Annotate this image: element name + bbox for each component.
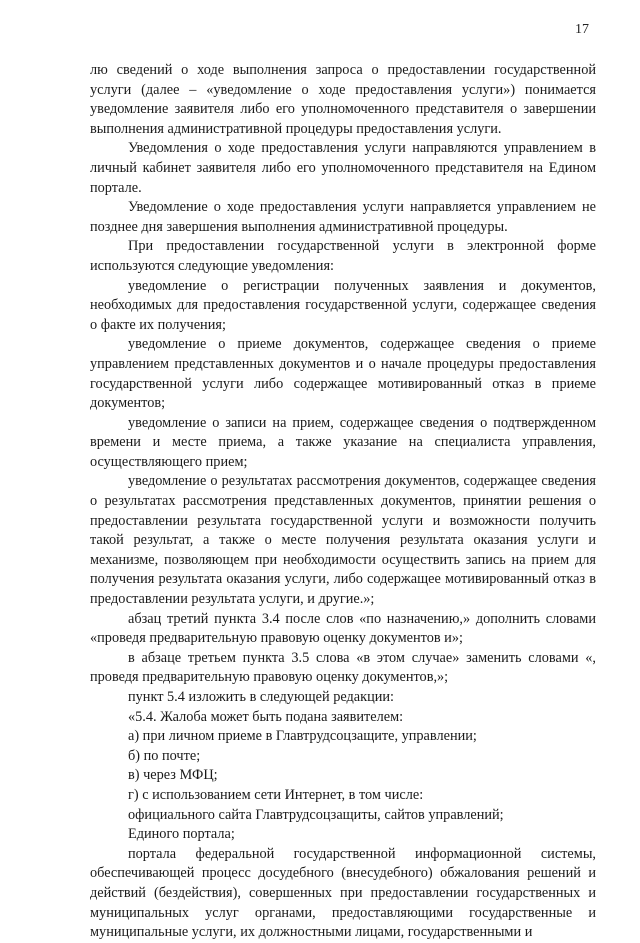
paragraph: г) с использованием сети Интернет, в том числе: [128, 786, 424, 803]
paragraph: лю сведений о ходе выполнения запроса о предоставлении государственной услуги (далее – «уведомление о ходе предоставления услуги») понимается уведомление заявителя либо его уполномоченного представителя о завершении выполнения административной процедуры предоставления услуги. [90, 62, 596, 137]
paragraph: официального сайта Главтрудсоцзащиты, сайтов управлений; [128, 806, 504, 823]
paragraph: портала федеральной государственной информационной системы, обеспечивающей процесс досудебного (внесудебного) обжалования решений и действий (бездействия), совершенных при предоставлении государственных и муниципальных услуг органами, предоставляющими государственные и муниципальные услуги, их должностными лицами, государственными и [90, 845, 596, 941]
paragraph: а) при личном приеме в Главтрудсоцзащите, управлении; [128, 728, 477, 745]
paragraph: Уведомления о ходе предоставления услуги направляются управлением в личный кабинет заявителя либо его уполномоченного представителя на Едином портале. [90, 140, 596, 196]
paragraph: уведомление о результатах рассмотрения документов, содержащее сведения о результатах рассмотрения представленных документов, принятии решения о предоставлении результата государственной услуги и возможности получить такой результат, а также о месте получения результата оказания услуги и механизме, позволяющем при необходимости осуществить запись на прием для получения результата оказания услуги, либо содержащее мотивированный отказ в предоставлении результата услуги, и другие.»; [90, 473, 596, 608]
paragraph: абзац третий пункта 3.4 после слов «по назначению,» дополнить словами «проведя предварительную правовую оценку документов и»; [90, 610, 596, 647]
paragraph: уведомление о записи на прием, содержащее сведения о подтвержденном времени и месте приема, а также указание на специалиста управления, осуществляющего прием; [90, 414, 596, 470]
paragraph: уведомление о приеме документов, содержащее сведения о приеме управлением представленных документов и о начале процедуры предоставления государственной услуги либо содержащее мотивированный отказ в приеме документов; [90, 336, 596, 412]
paragraph: «5.4. Жалоба может быть подана заявителем: [128, 708, 404, 725]
paragraph: в абзаце третьем пункта 3.5 слова «в этом случае» заменить словами «, проведя предварительную правовую оценку документов,»; [90, 649, 596, 686]
paragraph: в) через МФЦ; [128, 767, 218, 784]
document-body [90, 61, 596, 943]
paragraph: Единого портала; [128, 826, 235, 843]
paragraph: Уведомление о ходе предоставления услуги направляется управлением не позднее дня завершения выполнения административной процедуры. [90, 199, 596, 235]
page-number: 17 [575, 22, 589, 37]
paragraph: При предоставлении государственной услуги в электронной форме используются следующие уведомления: [90, 238, 596, 274]
paragraph: уведомление о регистрации полученных заявления и документов, необходимых для предоставления государственной услуги, содержащее сведения о факте их получения; [90, 277, 596, 333]
paragraph: б) по почте; [128, 747, 201, 764]
paragraph: пункт 5.4 изложить в следующей редакции: [128, 689, 395, 705]
